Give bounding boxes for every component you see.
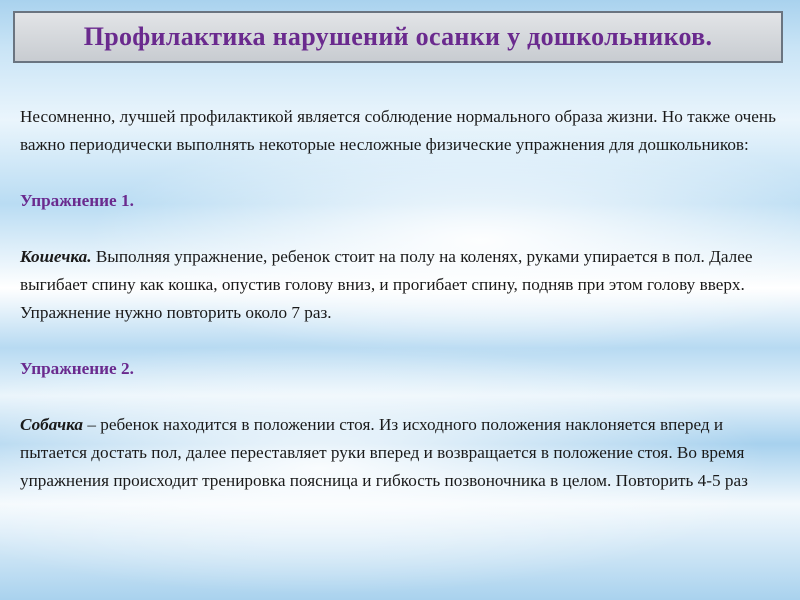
page-title: Профилактика нарушений осанки у дошкольников. <box>83 22 713 51</box>
exercise-2-heading: Упражнение 2. <box>20 359 134 378</box>
exercise-2-name: Собачка <box>20 415 84 434</box>
spacer <box>20 383 780 411</box>
intro-paragraph: Несомненно, лучшей профилактикой является соблюдение нормального образа жизни. Но также очень важно периодически выполнять некоторые несложные физические упражнения для дошкольников: <box>20 107 776 154</box>
exercise-1-paragraph <box>20 243 780 327</box>
title-box <box>13 11 783 63</box>
spacer <box>20 159 780 187</box>
exercise-1-name: Кошечка. <box>20 247 92 266</box>
slide-content <box>20 103 780 495</box>
exercise-2-paragraph <box>20 411 780 495</box>
exercise-1-heading: Упражнение 1. <box>20 191 134 210</box>
exercise-1-text: Выполняя упражнение, ребенок стоит на полу на коленях, руками упирается в пол. Далее выгибает спину как кошка, опустив голову вниз, и прогибает спину, подняв при этом голову вверх. Упражнение нужно повторить около 7 раз. <box>20 247 753 322</box>
spacer <box>20 327 780 355</box>
exercise-2-text: – ребенок находится в положении стоя. Из исходного положения наклоняется вперед и пытается достать пол, далее переставляет руки вперед и возвращается в положение стоя. Во время упражнения происходит тренировка поясница и гибкость позвоночника в целом. Повторить 4-5 раз <box>20 415 748 490</box>
spacer <box>20 215 780 243</box>
